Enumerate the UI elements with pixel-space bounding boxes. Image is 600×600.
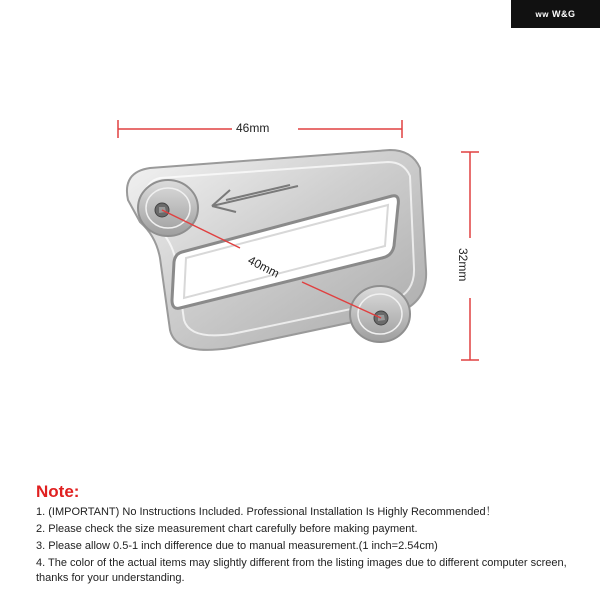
note-item: 1. (IMPORTANT) No Instructions Included. Professional Installation Is Highly Recommended！ [36, 506, 497, 518]
hole-distance-label: 40mm [245, 253, 282, 281]
height-label: 32mm [456, 248, 470, 282]
note-item: 2. Please check the size measurement chart carefully before making payment. [36, 523, 418, 535]
note-list [36, 505, 586, 588]
brand-logo-icon: ᴡᴡ [535, 9, 549, 19]
note-item: 4. The color of the actual items may slightly different from the listing images due to different computer screen, thanks for your understanding. [36, 557, 567, 584]
note-item: 3. Please allow 0.5-1 inch difference due to manual measurement.(1 inch=2.54cm) [36, 540, 438, 552]
width-label: 46mm [236, 121, 270, 135]
brand-name: W&G [551, 9, 576, 19]
note-title: Note: [36, 482, 80, 501]
